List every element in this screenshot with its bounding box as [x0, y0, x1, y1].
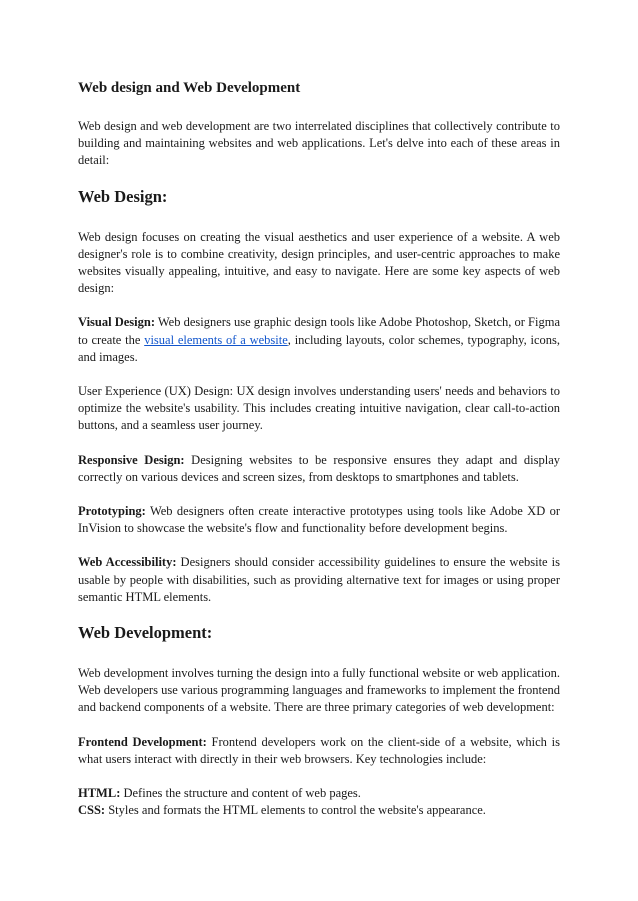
html-text: Defines the structure and content of web pages.: [120, 786, 361, 801]
responsive-design-text: Designing websites to be responsive ensures they adapt and display correctly on various devices and screen sizes, from desktops to smartphones and tablets.: [78, 452, 560, 484]
html-item: [78, 785, 560, 802]
web-development-intro: Web development involves turning the design into a fully functional website or web application. Web developers use various programming languages and frameworks to implement the frontend and backend components of a website. There are three primary categories of web development:: [78, 666, 560, 715]
html-label: HTML:: [78, 786, 121, 801]
visual-elements-link[interactable]: visual elements of a website: [144, 332, 288, 347]
intro-paragraph: Web design and web development are two interrelated disciplines that collectively contribute to building and maintaining websites and web applications. Let's delve into each of these areas in detail:: [78, 119, 560, 168]
frontend-label: Frontend Development:: [78, 734, 207, 749]
responsive-design-paragraph: [78, 452, 560, 486]
responsive-design-label: Responsive Design:: [78, 452, 185, 467]
css-item: [78, 802, 560, 819]
css-label: CSS:: [78, 803, 106, 818]
visual-design-text-after: , including layouts, color schemes, typography, icons, and images.: [78, 332, 560, 364]
prototyping-paragraph: [78, 503, 560, 537]
visual-design-paragraph: [78, 314, 560, 366]
accessibility-label: Web Accessibility:: [78, 555, 177, 570]
visual-design-text-before: Web designers use graphic design tools like Adobe Photoshop, Sketch, or Figma to create the: [78, 315, 560, 347]
visual-design-label: Visual Design:: [78, 315, 155, 330]
web-development-heading: Web Development:: [78, 623, 213, 643]
css-text: Styles and formats the HTML elements to control the website's appearance.: [105, 803, 486, 818]
prototyping-text: Web designers often create interactive prototypes using tools like Adobe XD or InVision to showcase the website's flow and functionality before development begins.: [78, 504, 560, 536]
frontend-text: Frontend developers work on the client-side of a website, which is what users interact with directly in their web browsers. Key technologies include:: [78, 734, 560, 766]
accessibility-text: Designers should consider accessibility guidelines to ensure the website is usable by people with disabilities, such as providing alternative text for images or using proper semantic HTML elements.: [78, 555, 560, 604]
document-title: Web design and Web Development: [78, 80, 301, 96]
web-design-intro: Web design focuses on creating the visual aesthetics and user experience of a website. A web designer's role is to combine creativity, design principles, and user-centric approaches to make websites visually appealing, intuitive, and easy to navigate. Here are some key aspects of web design:: [78, 229, 560, 296]
ux-design-paragraph: User Experience (UX) Design: UX design involves understanding users' needs and behaviors to optimize the website's usability. This includes creating intuitive navigation, clear call-to-action buttons, and a seamless user journey.: [78, 384, 560, 433]
prototyping-label: Prototyping:: [78, 504, 146, 519]
web-design-heading: Web Design:: [78, 186, 168, 206]
accessibility-paragraph: [78, 554, 560, 606]
frontend-paragraph: [78, 734, 560, 768]
